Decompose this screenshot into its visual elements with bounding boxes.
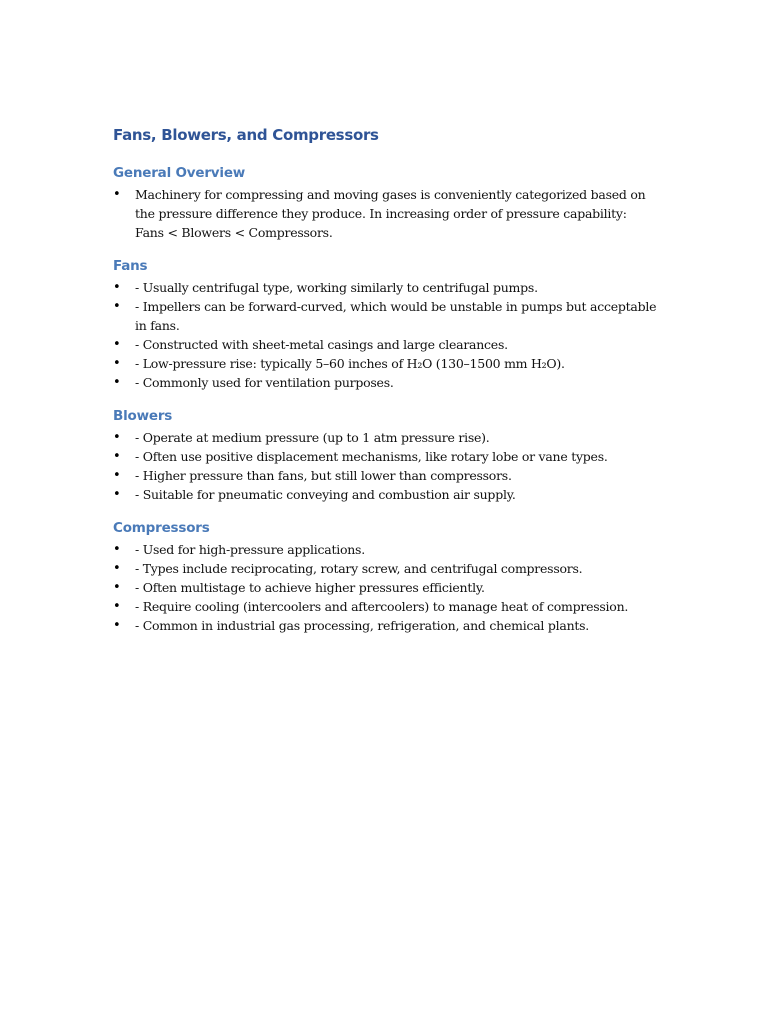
- section-heading: Compressors: [113, 520, 210, 536]
- section-heading: Blowers: [113, 408, 173, 424]
- bullet-icon: •: [113, 561, 121, 576]
- section-blowers: [113, 406, 658, 504]
- list-item: [113, 616, 658, 635]
- bullet-icon: •: [113, 299, 121, 314]
- list-item: [113, 597, 658, 616]
- list-item-text: - Suitable for pneumatic conveying and combustion air supply.: [135, 487, 516, 502]
- list-item: [113, 428, 658, 447]
- bullet-icon: •: [113, 430, 121, 445]
- bullet-icon: •: [113, 487, 121, 502]
- section-heading: General Overview: [113, 165, 246, 181]
- list-item-text: - Used for high-pressure applications.: [135, 542, 365, 557]
- bullet-list: [113, 278, 658, 392]
- bullet-icon: •: [113, 542, 121, 557]
- list-item: [113, 335, 658, 354]
- bullet-icon: •: [113, 468, 121, 483]
- section-compressors: [113, 518, 658, 635]
- bullet-list: [113, 428, 658, 504]
- list-item: [113, 540, 658, 559]
- section-fans: [113, 256, 658, 392]
- list-item: [113, 373, 658, 392]
- bullet-icon: •: [113, 187, 121, 202]
- bullet-icon: •: [113, 449, 121, 464]
- list-item-text: - Constructed with sheet-metal casings and large clearances.: [135, 337, 508, 352]
- list-item: [113, 185, 658, 242]
- bullet-icon: •: [113, 356, 121, 371]
- bullet-icon: •: [113, 280, 121, 295]
- list-item-text: - Operate at medium pressure (up to 1 atm pressure rise).: [135, 430, 490, 445]
- list-item: [113, 354, 658, 373]
- list-item: [113, 485, 658, 504]
- list-item: [113, 278, 658, 297]
- list-item: [113, 447, 658, 466]
- list-item-text: - Types include reciprocating, rotary screw, and centrifugal compressors.: [135, 561, 583, 576]
- list-item: [113, 297, 658, 335]
- list-item-text: - Often multistage to achieve higher pressures efficiently.: [135, 580, 485, 595]
- list-item-text: - Commonly used for ventilation purposes.: [135, 375, 394, 390]
- list-item-text: - Higher pressure than fans, but still lower than compressors.: [135, 468, 512, 483]
- list-item-text: Machinery for compressing and moving gases is conveniently categorized based on the pressure difference they produce. In increasing order of pressure capability: Fans < Blowers < Compressors.: [135, 187, 646, 240]
- bullet-icon: •: [113, 375, 121, 390]
- document-content: [113, 124, 658, 649]
- section-general-overview: [113, 163, 658, 242]
- bullet-icon: •: [113, 337, 121, 352]
- bullet-icon: •: [113, 599, 121, 614]
- list-item-text: - Usually centrifugal type, working similarly to centrifugal pumps.: [135, 280, 538, 295]
- list-item-text: - Common in industrial gas processing, refrigeration, and chemical plants.: [135, 618, 590, 633]
- list-item-text: - Often use positive displacement mechanisms, like rotary lobe or vane types.: [135, 449, 608, 464]
- bullet-icon: •: [113, 580, 121, 595]
- section-heading: Fans: [113, 258, 148, 274]
- bullet-icon: •: [113, 618, 121, 633]
- list-item: [113, 578, 658, 597]
- list-item: [113, 559, 658, 578]
- bullet-list: [113, 540, 658, 635]
- document-title: Fans, Blowers, and Compressors: [113, 126, 379, 144]
- list-item-text: - Impellers can be forward-curved, which would be unstable in pumps but acceptable in fans.: [135, 299, 657, 333]
- list-item: [113, 466, 658, 485]
- list-item-text: - Require cooling (intercoolers and aftercoolers) to manage heat of compression.: [135, 599, 629, 614]
- list-item-text: - Low-pressure rise: typically 5–60 inches of H₂O (130–1500 mm H₂O).: [135, 356, 565, 371]
- bullet-list: [113, 185, 658, 242]
